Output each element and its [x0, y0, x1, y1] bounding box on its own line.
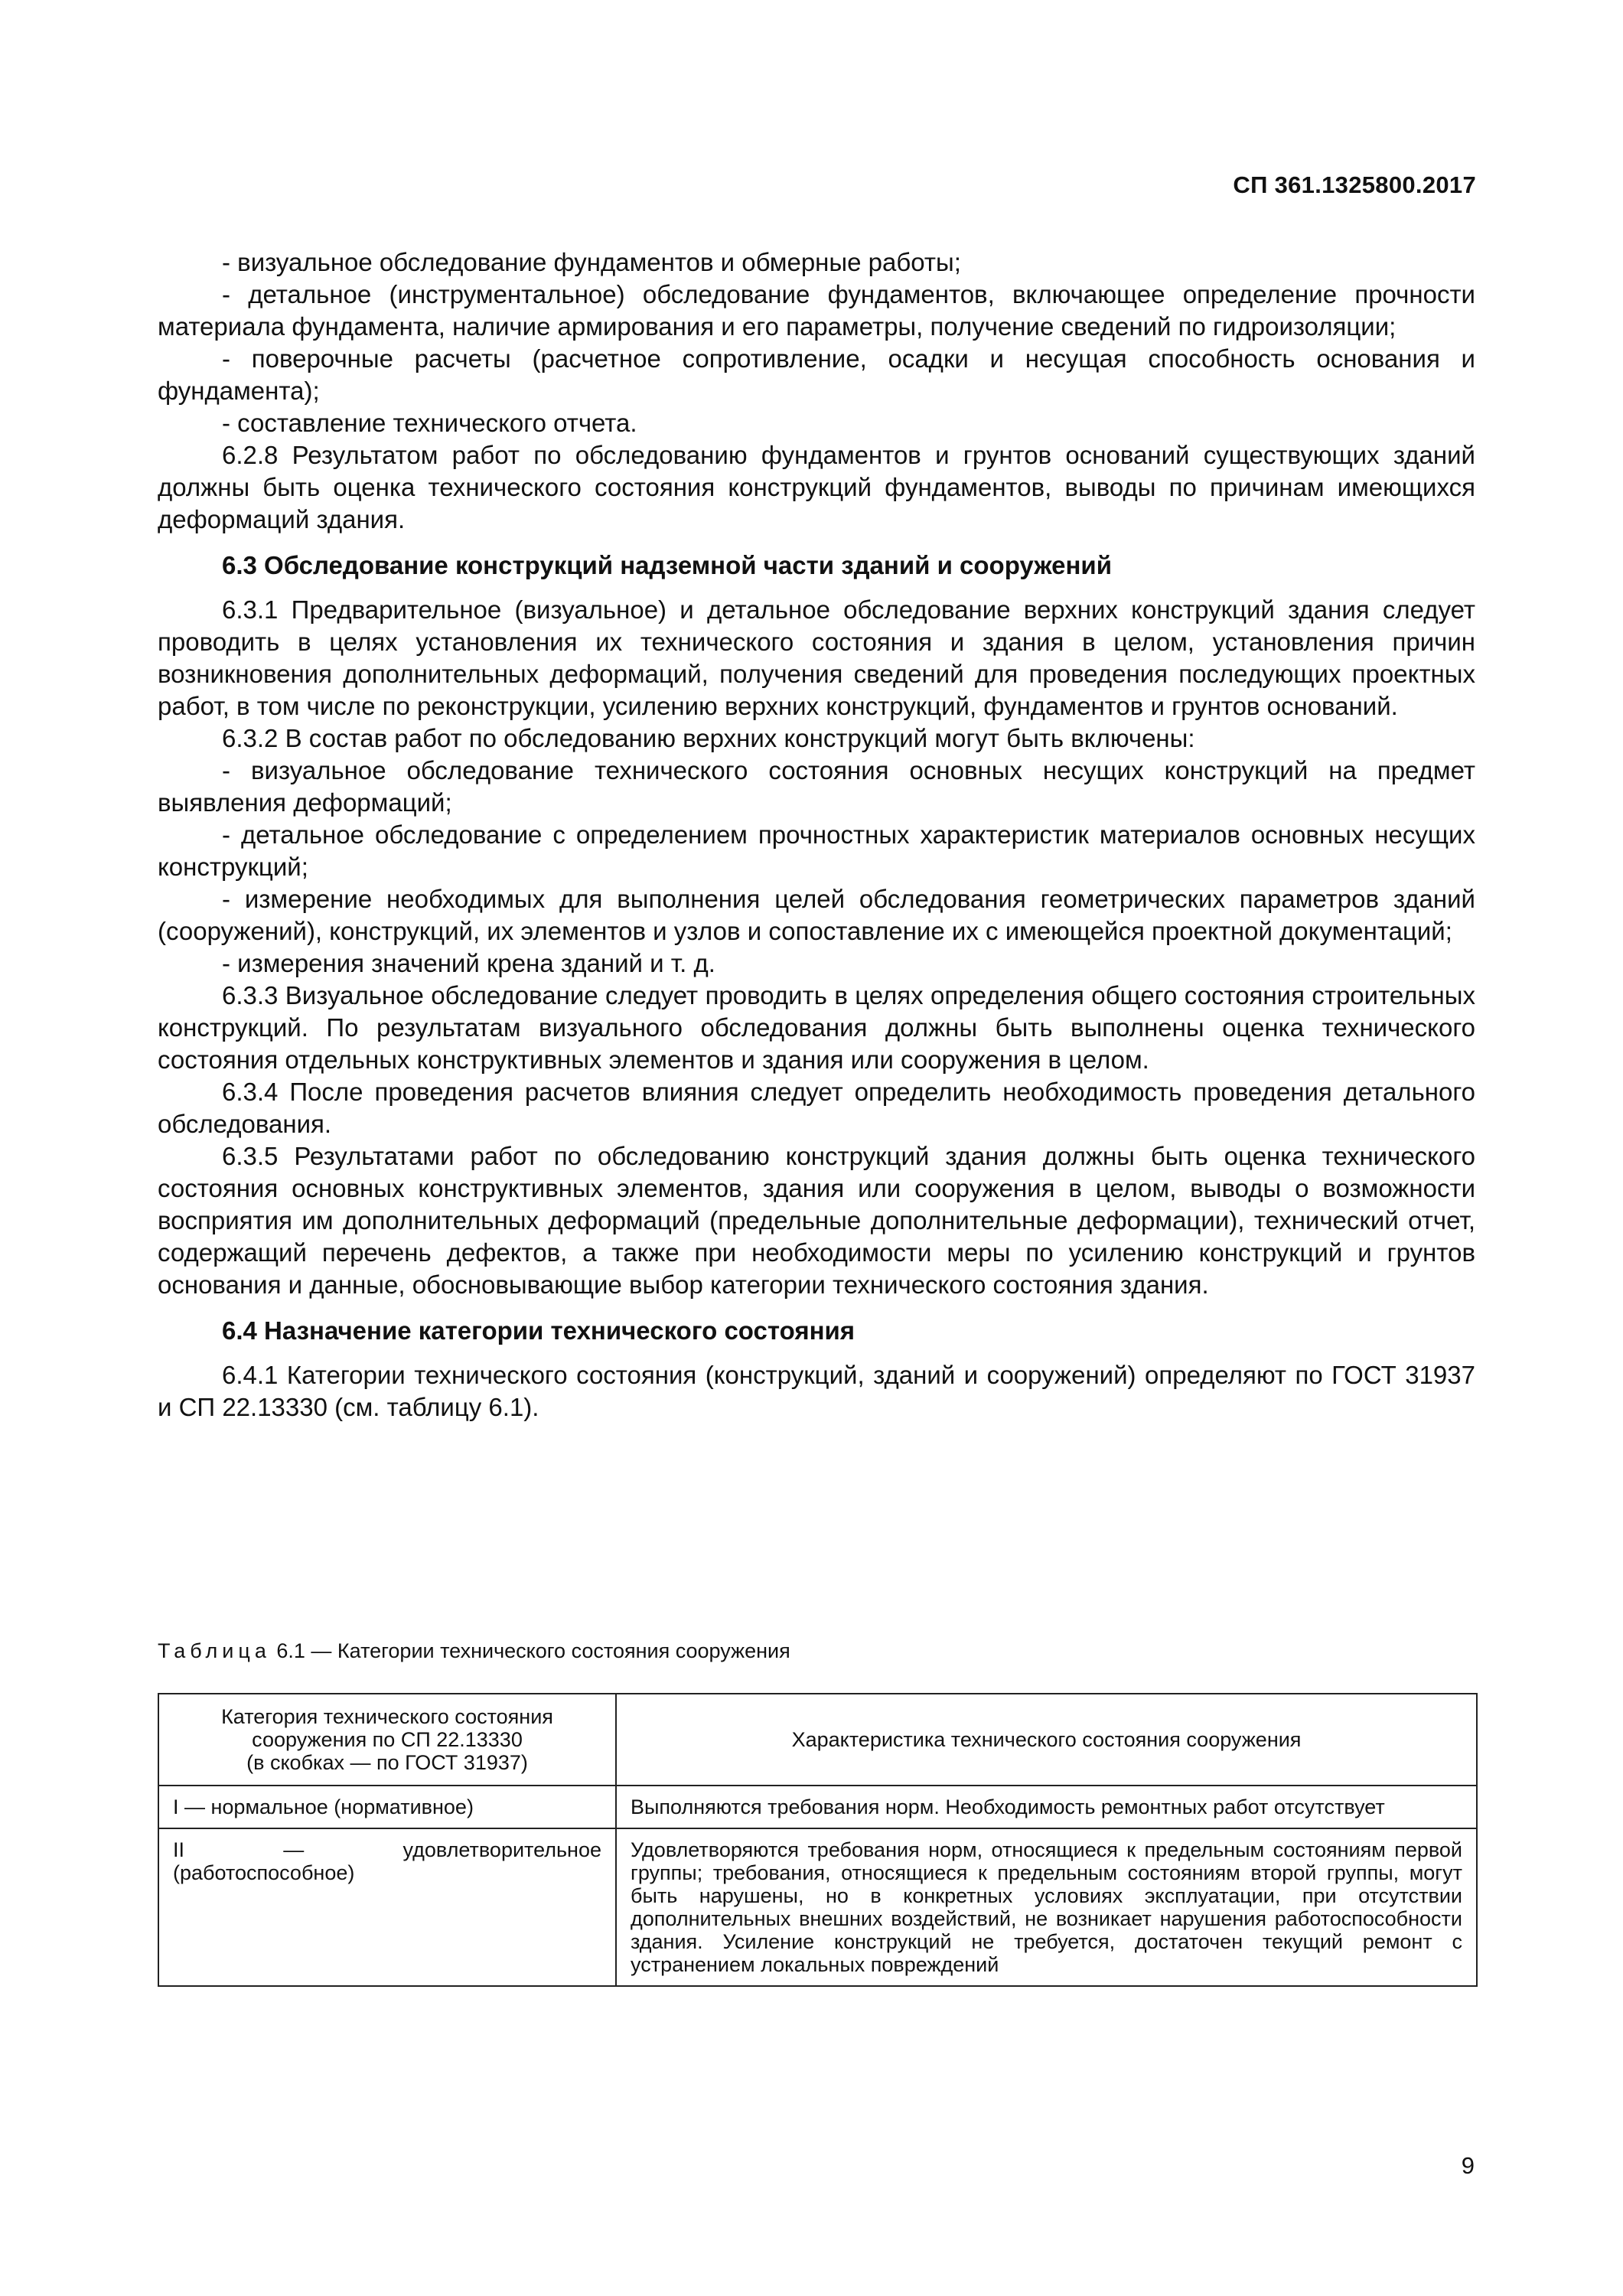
table-row [158, 1786, 1477, 1828]
table-caption-word: Таблица [158, 1639, 271, 1662]
paragraph: - визуальное обследование фундаментов и обмерные работы; [222, 248, 961, 276]
table-header-row [158, 1694, 1477, 1786]
paragraph: - детальное (инструментальное) обследование фундаментов, включающее определение прочности материала фундамента, наличие армирования и его параметры, получение сведений по гидроизоляции; [158, 280, 1475, 341]
paragraph: 6.3.2 В состав работ по обследованию верхних конструкций могут быть включены: [222, 724, 1195, 752]
page-number: 9 [1461, 2152, 1475, 2179]
paragraph: - измерения значений крена зданий и т. д. [222, 949, 715, 977]
paragraph: 6.3.1 Предварительное (визуальное) и детальное обследование верхних конструкций здания следует проводить в целях установления их технического состояния и здания в целом, установления причин возникновения дополнительных деформаций, получения сведений для проведения последующих проектных работ, в том числе по реконструкции, усилению верхних конструкций, фундаментов и грунтов оснований. [158, 595, 1475, 720]
header-line: сооружения по СП 22.13330 [252, 1728, 523, 1751]
paragraph: 6.3.5 Результатами работ по обследованию конструкций здания должны быть оценка технического состояния основных конструктивных элементов, здания или сооружения в целом, выводы о возможности восприятия им дополнительных деформаций (предельные дополнительные деформации), технический отчет, содержащий перечень дефектов, а также при необходимости меры по усилению конструкций и грунтов основания и данные, обосновывающие выбор категории технического состояния здания. [158, 1142, 1475, 1299]
table-cell-description: Выполняются требования норм. Необходимость ремонтных работ отсутствует [616, 1786, 1477, 1828]
paragraph: 6.3.4 После проведения расчетов влияния следует определить необходимость проведения детального обследования. [158, 1078, 1475, 1138]
section-heading-6-4: 6.4 Назначение категории технического состояния [222, 1316, 855, 1345]
document-code: СП 361.1325800.2017 [1233, 171, 1476, 198]
table-header-characteristic: Характеристика технического состояния сооружения [616, 1694, 1477, 1786]
paragraph: - составление технического отчета. [222, 409, 637, 437]
section-heading-6-3: 6.3 Обследование конструкций надземной части зданий и сооружений [222, 551, 1113, 579]
paragraph: - измерение необходимых для выполнения целей обследования геометрических параметров зданий (сооружений), конструкций, их элементов и узлов и сопоставление их с имеющейся проектной документаций; [158, 885, 1475, 945]
table-header-category [158, 1694, 616, 1786]
table-caption [158, 1638, 790, 1664]
paragraph: - визуальное обследование технического состояния основных несущих конструкций на предмет выявления деформаций; [158, 756, 1475, 817]
table-cell-description: Удовлетворяются требования норм, относящиеся к предельным состояниям первой группы; требования, относящиеся к предельным состояниям второй группы, могут быть нарушены, но в конкретных условиях эксплуатации, при отсутствии дополнительных внешних воздействий, не возникает нарушения работоспособности здания. Усиление конструкций не требуется, достаточен текущий ремонт с устранением локальных повреждений [616, 1828, 1477, 1986]
paragraph: 6.3.3 Визуальное обследование следует проводить в целях определения общего состояния строительных конструкций. По результатам визуального обследования должны быть выполнены оценка технического состояния отдельных конструктивных элементов и здания или сооружения в целом. [158, 981, 1475, 1074]
main-text [158, 246, 1475, 1424]
paragraph: 6.2.8 Результатом работ по обследованию фундаментов и грунтов оснований существующих зданий должны быть оценка технического состояния конструкций фундаментов, выводы по причинам имеющихся деформаций здания. [158, 441, 1475, 533]
categories-table [158, 1693, 1478, 1987]
paragraph: 6.4.1 Категории технического состояния (конструкций, зданий и сооружений) определяют по ГОСТ 31937 и СП 22.13330 (см. таблицу 6.1). [158, 1361, 1475, 1421]
table-caption-text: 6.1 — Категории технического состояния сооружения [276, 1639, 790, 1662]
table-row [158, 1828, 1477, 1986]
table-cell-category: II — удовлетворительное (работоспособное) [158, 1828, 616, 1986]
paragraph: - поверочные расчеты (расчетное сопротивление, осадки и несущая способность основания и фундамента); [158, 344, 1475, 405]
header-line: (в скобках — по ГОСТ 31937) [246, 1751, 528, 1774]
paragraph: - детальное обследование с определением прочностных характеристик материалов основных несущих конструкций; [158, 820, 1475, 881]
header-line: Категория технического состояния [221, 1705, 553, 1728]
table-cell-category: I — нормальное (нормативное) [158, 1786, 616, 1828]
